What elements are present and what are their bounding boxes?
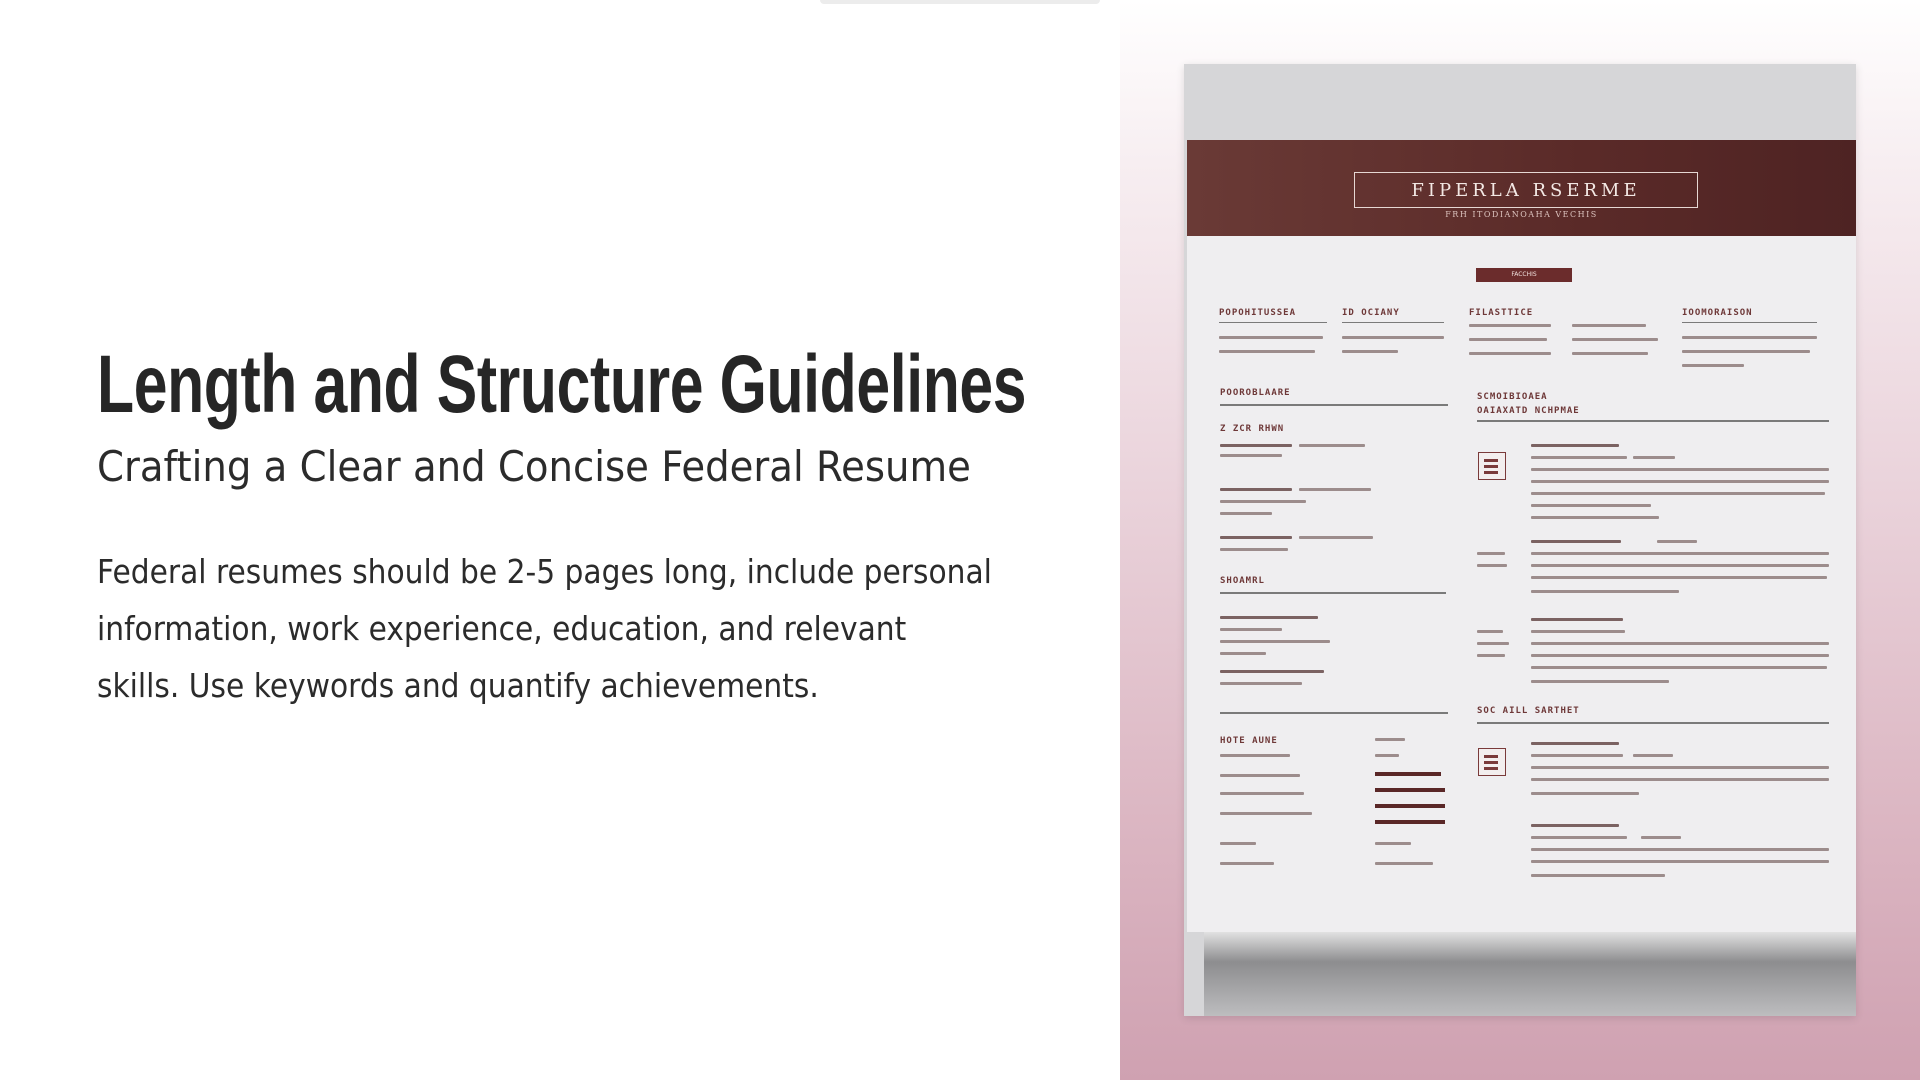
resume-text-line	[1220, 512, 1272, 515]
resume-text-line	[1219, 350, 1315, 353]
resume-text-line	[1375, 862, 1433, 865]
resume-text-line	[1220, 792, 1304, 795]
resume-heading: POOROBLAARE	[1220, 388, 1291, 398]
resume-text-line	[1220, 500, 1306, 503]
resume-text-line	[1531, 630, 1625, 633]
resume-rule	[1682, 322, 1817, 323]
resume-text-line	[1531, 860, 1829, 863]
resume-text-line	[1572, 324, 1646, 327]
skill-level-bar	[1375, 804, 1445, 808]
top-scroll-indicator	[820, 0, 1100, 4]
resume-heading: IOOMORAISON	[1682, 308, 1753, 318]
resume-text-line	[1342, 336, 1444, 339]
resume-text-line	[1531, 666, 1827, 669]
resume-text-line	[1531, 576, 1827, 579]
resume-heading: SHOAMRL	[1220, 576, 1265, 586]
slide-subtitle: Crafting a Clear and Concise Federal Resume	[97, 442, 971, 492]
document-icon	[1478, 748, 1506, 776]
resume-text-line	[1531, 654, 1829, 657]
resume-text-line	[1477, 654, 1505, 657]
resume-text-line	[1531, 468, 1829, 471]
resume-rule	[1477, 722, 1829, 724]
resume-text-line	[1299, 488, 1371, 491]
resume-text-line	[1531, 492, 1825, 495]
resume-shadow	[1204, 926, 1856, 1016]
resume-heading: FILASTTICE	[1469, 308, 1534, 318]
resume-text-line	[1531, 590, 1679, 593]
resume-heading: POPOHITUSSEA	[1219, 308, 1297, 318]
resume-text-line	[1219, 336, 1323, 339]
resume-text-line	[1220, 454, 1282, 457]
resume-text-line	[1531, 680, 1669, 683]
resume-heading: Z ZCR RHWN	[1220, 424, 1285, 434]
resume-rule	[1220, 592, 1446, 594]
resume-rule	[1219, 322, 1327, 323]
resume-heading: ID OCIANY	[1342, 308, 1400, 318]
resume-rule	[1342, 322, 1444, 323]
resume-page	[1187, 140, 1856, 932]
resume-text-line	[1477, 552, 1505, 555]
resume-text-line	[1220, 670, 1324, 673]
skill-level-bar	[1375, 820, 1445, 824]
resume-text-line	[1531, 848, 1829, 851]
resume-text-line	[1633, 754, 1673, 757]
resume-text-line	[1682, 350, 1810, 353]
resume-text-line	[1220, 640, 1330, 643]
resume-text-line	[1220, 616, 1318, 619]
resume-tag: FACCHIS	[1476, 268, 1572, 282]
resume-image	[1184, 64, 1856, 1016]
resume-subtitle: FRH ITODIANOAHA VECHIS	[1445, 210, 1598, 219]
resume-text-line	[1477, 630, 1503, 633]
resume-text-line	[1299, 444, 1365, 447]
document-icon	[1478, 452, 1506, 480]
resume-text-line	[1682, 364, 1744, 367]
resume-text-line	[1531, 456, 1627, 459]
resume-rule	[1220, 404, 1448, 406]
resume-text-line	[1469, 338, 1547, 341]
resume-text-line	[1220, 652, 1266, 655]
resume-text-line	[1220, 774, 1300, 777]
resume-text-line	[1220, 444, 1292, 447]
slide-body-text: Federal resumes should be 2-5 pages long, include personal information, work experience, education, and relevant skills. Use keywords and quantify achievements.	[97, 552, 992, 706]
resume-text-line	[1220, 488, 1292, 491]
resume-text-line	[1531, 618, 1623, 621]
resume-text-line	[1375, 738, 1405, 741]
resume-text-line	[1220, 862, 1274, 865]
resume-text-line	[1375, 754, 1399, 757]
resume-title: FIPERLA RSERME	[1354, 172, 1698, 208]
resume-rule	[1220, 712, 1448, 714]
resume-text-line	[1469, 324, 1551, 327]
image-panel	[1120, 0, 1920, 1080]
resume-text-line	[1477, 564, 1507, 567]
resume-text-line	[1220, 812, 1312, 815]
resume-heading: HOTE AUNE	[1220, 736, 1278, 746]
resume-text-line	[1531, 642, 1829, 645]
resume-text-line	[1220, 682, 1302, 685]
resume-text-line	[1220, 842, 1256, 845]
resume-heading: SOC AILL SARTHET	[1477, 706, 1580, 716]
resume-text-line	[1531, 778, 1829, 781]
resume-text-line	[1220, 628, 1282, 631]
resume-text-line	[1572, 338, 1658, 341]
resume-text-line	[1531, 444, 1619, 447]
resume-text-line	[1342, 350, 1398, 353]
resume-text-line	[1477, 642, 1509, 645]
resume-text-line	[1299, 536, 1373, 539]
resume-text-line	[1375, 842, 1411, 845]
resume-text-line	[1531, 504, 1651, 507]
resume-text-line	[1682, 336, 1817, 339]
resume-text-line	[1531, 766, 1829, 769]
resume-header	[1187, 140, 1856, 236]
resume-text-line	[1531, 824, 1619, 827]
resume-text-line	[1220, 548, 1288, 551]
resume-text-line	[1633, 456, 1675, 459]
skill-level-bar	[1375, 788, 1445, 792]
resume-text-line	[1531, 552, 1829, 555]
resume-text-line	[1531, 540, 1621, 543]
resume-heading: OAIAXATD NCHPMAE	[1477, 406, 1580, 416]
resume-text-line	[1220, 754, 1290, 757]
slide-title: Length and Structure Guidelines	[97, 339, 1027, 430]
resume-text-line	[1220, 536, 1292, 539]
resume-text-line	[1531, 742, 1619, 745]
resume-text-line	[1469, 352, 1551, 355]
resume-text-line	[1531, 874, 1665, 877]
resume-rule	[1477, 420, 1829, 422]
resume-text-line	[1641, 836, 1681, 839]
resume-text-line	[1531, 564, 1829, 567]
resume-text-line	[1531, 516, 1659, 519]
resume-text-line	[1572, 352, 1648, 355]
resume-text-line	[1531, 836, 1627, 839]
resume-text-line	[1657, 540, 1697, 543]
resume-text-line	[1531, 754, 1623, 757]
resume-text-line	[1531, 792, 1639, 795]
skill-level-bar	[1375, 772, 1441, 776]
resume-text-line	[1531, 480, 1829, 483]
resume-heading: SCMOIBIOAEA	[1477, 392, 1548, 402]
text-panel	[97, 340, 1057, 714]
